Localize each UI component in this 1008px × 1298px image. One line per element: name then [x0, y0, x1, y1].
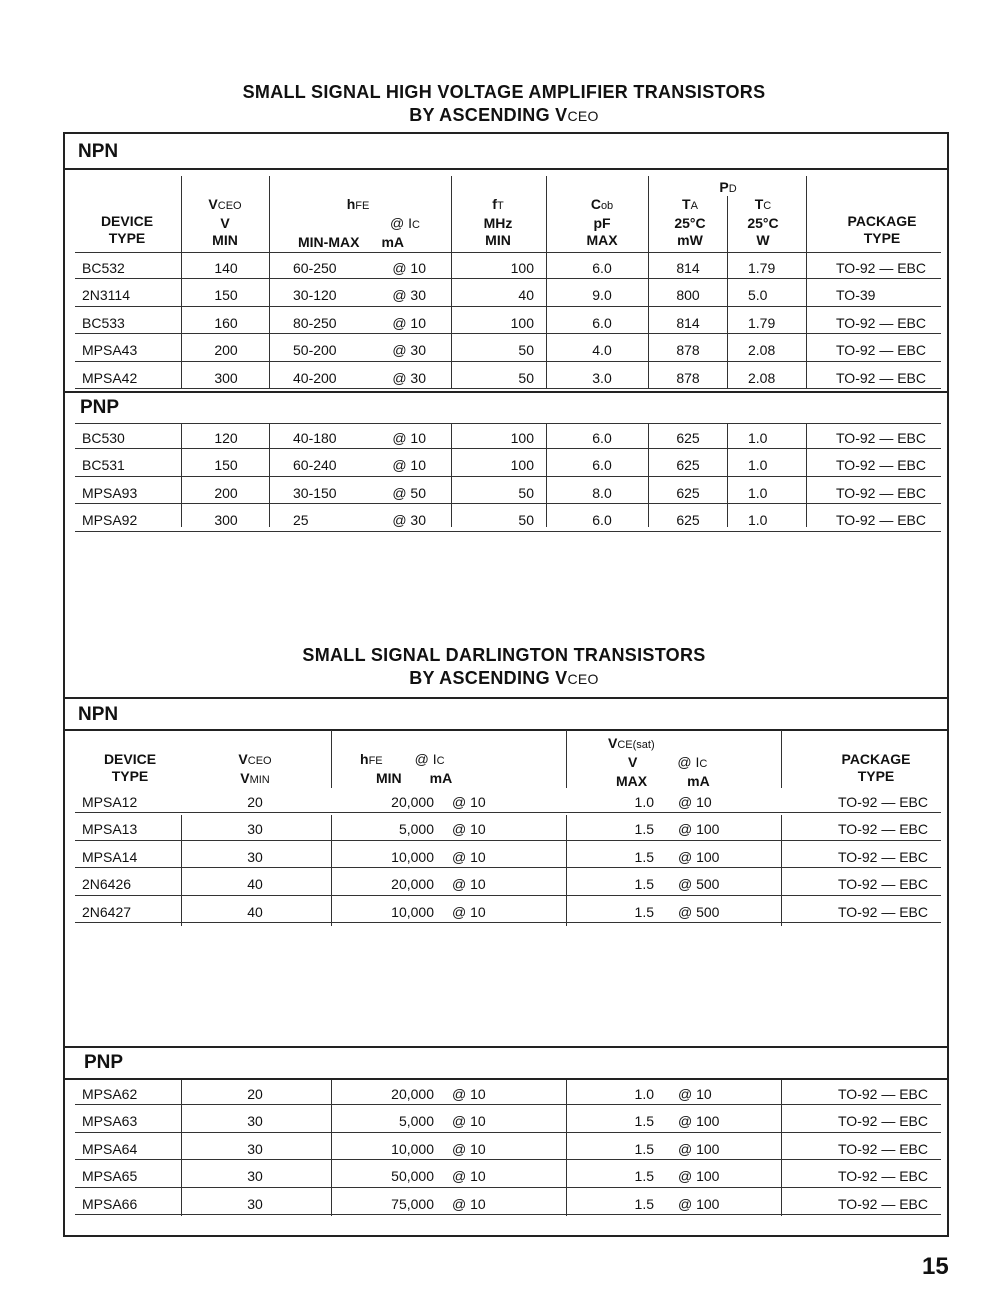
- table-cell: 20: [247, 794, 263, 810]
- table-cell: MPSA14: [82, 848, 138, 865]
- row-divider: [75, 503, 941, 504]
- table-cell: @ 30: [392, 512, 426, 529]
- row-divider: [75, 840, 941, 841]
- row-divider: [75, 922, 941, 923]
- table-cell: 100: [510, 260, 534, 276]
- table-cell: 1.5: [634, 821, 654, 838]
- divider: [63, 168, 949, 170]
- divider: [331, 730, 332, 788]
- col-hfe: hFE @ IC MIN mA: [360, 751, 453, 786]
- row-divider: [75, 867, 941, 868]
- table-cell: 50: [518, 512, 534, 529]
- col-cob: Cob pF MAX: [586, 196, 618, 248]
- table-cell: 1.5: [634, 848, 654, 865]
- table-cell: 1.0: [634, 794, 654, 810]
- table-cell: @ 100: [678, 1140, 720, 1157]
- table-cell: 800: [676, 287, 700, 304]
- table-cell: 10,000: [391, 903, 434, 920]
- table-cell: 20,000: [391, 794, 434, 810]
- table-cell: 9.0: [592, 287, 612, 304]
- table-cell: @ 10: [392, 314, 426, 331]
- divider: [566, 730, 567, 788]
- col-ta: TA 25°C mW: [674, 196, 706, 248]
- divider: [566, 815, 567, 926]
- table-cell: MPSA93: [82, 484, 138, 501]
- row-divider: [75, 476, 941, 477]
- table-cell: @ 10: [452, 1168, 486, 1185]
- table-cell: MPSA64: [82, 1140, 138, 1157]
- table-cell: 10,000: [391, 1140, 434, 1157]
- table1-pnp-label: PNP: [80, 397, 120, 418]
- table-cell: @ 10: [452, 794, 486, 810]
- table2-title: [0, 644, 1008, 691]
- row-divider: [75, 895, 941, 896]
- table-cell: @ 100: [678, 848, 720, 865]
- col-ft: fT MHz MIN: [483, 196, 513, 248]
- divider: [546, 176, 547, 389]
- divider: [75, 423, 941, 424]
- row-divider: [75, 1132, 941, 1133]
- divider: [63, 391, 949, 393]
- table-cell: 1.5: [634, 1113, 654, 1130]
- table-cell: 30-120: [293, 287, 337, 304]
- table-cell: @ 10: [452, 1113, 486, 1130]
- table2-pnp-label: PNP: [84, 1052, 124, 1073]
- table-cell: BC531: [82, 457, 125, 474]
- table-cell: 150: [214, 287, 238, 304]
- table1-title-line2: BY ASCENDING VCEO: [409, 105, 599, 125]
- table-cell: 625: [676, 430, 700, 446]
- table-cell: 1.0: [748, 484, 768, 501]
- row-divider: [75, 448, 941, 449]
- table-cell: 625: [676, 512, 700, 529]
- col-tc: TC 25°C W: [747, 196, 779, 248]
- table-cell: 1.5: [634, 1168, 654, 1185]
- row-divider: [75, 388, 941, 389]
- table-cell: 50: [518, 484, 534, 501]
- table-cell: TO-92 — EBC: [838, 1195, 928, 1212]
- table-cell: 50,000: [391, 1168, 434, 1185]
- col-pd: PD: [719, 179, 737, 195]
- row-divider: [75, 361, 941, 362]
- table-cell: 30: [247, 1195, 263, 1212]
- table-cell: 2N6427: [82, 903, 132, 920]
- table-cell: @ 10: [452, 821, 486, 838]
- table-cell: @ 10: [452, 1195, 486, 1212]
- table-cell: TO-92 — EBC: [836, 430, 926, 446]
- table-cell: @ 100: [678, 1113, 720, 1130]
- page-number: 15: [922, 1253, 949, 1280]
- table-cell: 60-250: [293, 260, 337, 276]
- table-cell: 100: [510, 430, 534, 446]
- table-cell: TO-92 — EBC: [836, 314, 926, 331]
- table-cell: 5,000: [398, 1113, 434, 1130]
- table-cell: TO-92 — EBC: [838, 1086, 928, 1102]
- table-cell: 5,000: [398, 821, 434, 838]
- table-cell: 75,000: [391, 1195, 434, 1212]
- col-hfe: hFE @ IC MIN-MAX mA: [298, 196, 420, 250]
- table-cell: MPSA62: [82, 1086, 138, 1102]
- divider: [781, 1080, 782, 1216]
- table2-title-line2: BY ASCENDING VCEO: [409, 668, 599, 688]
- divider: [806, 176, 807, 389]
- table-cell: TO-92 — EBC: [838, 1168, 928, 1185]
- table-cell: 1.79: [748, 314, 776, 331]
- table-cell: TO-92 — EBC: [838, 903, 928, 920]
- table-cell: 4.0: [592, 342, 612, 359]
- table-cell: 814: [676, 260, 700, 276]
- table-cell: TO-92 — EBC: [838, 876, 928, 893]
- divider: [63, 1078, 949, 1080]
- table-cell: 80-250: [293, 314, 337, 331]
- table-cell: 20,000: [391, 1086, 434, 1102]
- table-cell: 5.0: [748, 287, 768, 304]
- table-cell: 20,000: [391, 876, 434, 893]
- table-cell: @ 30: [392, 287, 426, 304]
- table-cell: 1.5: [634, 903, 654, 920]
- table-cell: 30: [247, 821, 263, 838]
- table-cell: MPSA63: [82, 1113, 138, 1130]
- table-cell: @ 10: [392, 430, 426, 446]
- table-cell: 878: [676, 369, 700, 386]
- table-cell: @ 10: [452, 876, 486, 893]
- table-cell: 200: [214, 484, 238, 501]
- table-cell: 100: [510, 457, 534, 474]
- table-cell: @ 100: [678, 821, 720, 838]
- table-cell: 6.0: [592, 314, 612, 331]
- col-device: DEVICE TYPE: [100, 213, 154, 246]
- table-cell: MPSA42: [82, 369, 138, 386]
- table-cell: 625: [676, 484, 700, 501]
- table-cell: 2.08: [748, 369, 776, 386]
- divider: [331, 815, 332, 926]
- row-divider: [75, 278, 941, 279]
- col-package: PACKAGE TYPE: [847, 213, 917, 246]
- table-cell: 6.0: [592, 512, 612, 529]
- table-cell: 2N3114: [82, 287, 131, 304]
- table-cell: 878: [676, 342, 700, 359]
- table-cell: 40-200: [293, 369, 337, 386]
- table-cell: 1.0: [748, 512, 768, 529]
- table-cell: 10,000: [391, 848, 434, 865]
- table-cell: 6.0: [592, 457, 612, 474]
- table-cell: 50-200: [293, 342, 337, 359]
- table-cell: @ 10: [392, 260, 426, 276]
- col-vceo: VCEO VMIN: [238, 751, 272, 786]
- table-cell: 40: [247, 876, 263, 893]
- table-cell: @ 10: [678, 1086, 712, 1102]
- table-cell: MPSA12: [82, 794, 138, 810]
- table-cell: 30: [247, 1140, 263, 1157]
- table-cell: MPSA66: [82, 1195, 138, 1212]
- table-cell: 8.0: [592, 484, 612, 501]
- table-cell: 1.79: [748, 260, 776, 276]
- table-cell: 30: [247, 1168, 263, 1185]
- divider: [566, 1080, 567, 1216]
- table-cell: TO-92 — EBC: [836, 369, 926, 386]
- table-cell: @ 10: [452, 1086, 486, 1102]
- table-cell: 30: [247, 1113, 263, 1130]
- table-cell: 150: [214, 457, 238, 474]
- table-cell: TO-92 — EBC: [838, 1140, 928, 1157]
- divider: [269, 176, 270, 389]
- table-cell: @ 50: [392, 484, 426, 501]
- table-cell: 300: [214, 512, 238, 529]
- col-vcesat: VCE(sat) V @ IC MAX mA: [608, 735, 710, 789]
- table-cell: @ 10: [452, 903, 486, 920]
- table-cell: 50: [518, 369, 534, 386]
- table-cell: @ 10: [452, 848, 486, 865]
- row-divider: [75, 306, 941, 307]
- table-cell: @ 10: [678, 794, 712, 810]
- table-cell: 1.5: [634, 1195, 654, 1212]
- table2-title-line1: SMALL SIGNAL DARLINGTON TRANSISTORS: [302, 645, 706, 665]
- table-cell: 1.5: [634, 876, 654, 893]
- table-cell: BC530: [82, 430, 125, 446]
- divider: [181, 1080, 182, 1216]
- row-divider: [75, 1159, 941, 1160]
- table-cell: @ 500: [678, 876, 720, 893]
- table-cell: 1.5: [634, 1140, 654, 1157]
- table-cell: TO-39: [836, 287, 876, 304]
- row-divider: [75, 812, 941, 813]
- table-cell: 30: [247, 848, 263, 865]
- table-cell: 140: [214, 260, 238, 276]
- row-divider: [75, 1187, 941, 1188]
- table-cell: 814: [676, 314, 700, 331]
- table-cell: 30-150: [293, 484, 337, 501]
- divider: [331, 1080, 332, 1216]
- table-cell: 1.0: [748, 457, 768, 474]
- col-vceo: VCEO V MIN: [208, 196, 242, 248]
- table1-title: [0, 81, 1008, 128]
- table-cell: TO-92 — EBC: [836, 484, 926, 501]
- table-cell: 40: [518, 287, 534, 304]
- table-cell: 20: [247, 1086, 263, 1102]
- table-cell: 200: [214, 342, 238, 359]
- divider: [648, 176, 649, 389]
- table-cell: 1.0: [634, 1086, 654, 1102]
- table-cell: BC533: [82, 314, 125, 331]
- table-cell: @ 100: [678, 1168, 720, 1185]
- table-cell: MPSA43: [82, 342, 138, 359]
- table-cell: 160: [214, 314, 238, 331]
- table-cell: @ 500: [678, 903, 720, 920]
- divider: [781, 815, 782, 926]
- row-divider: [75, 531, 941, 532]
- divider: [181, 176, 182, 389]
- col-device: DEVICE TYPE: [103, 751, 157, 784]
- divider: [63, 729, 949, 731]
- table2-npn-label: NPN: [78, 704, 119, 725]
- table-cell: 1.0: [748, 430, 768, 446]
- table-cell: @ 30: [392, 342, 426, 359]
- table-cell: 3.0: [592, 369, 612, 386]
- table-cell: 120: [214, 430, 238, 446]
- table-cell: TO-92 — EBC: [836, 260, 926, 276]
- table-cell: @ 30: [392, 369, 426, 386]
- divider: [63, 1046, 949, 1048]
- table1-title-line1: SMALL SIGNAL HIGH VOLTAGE AMPLIFIER TRANSISTORS: [242, 82, 766, 102]
- table-cell: TO-92 — EBC: [838, 848, 928, 865]
- table-cell: 40-180: [293, 430, 337, 446]
- row-divider: [75, 1104, 941, 1105]
- table-cell: 25: [293, 512, 309, 529]
- table-cell: @ 10: [392, 457, 426, 474]
- table-cell: MPSA92: [82, 512, 138, 529]
- table-cell: TO-92 — EBC: [838, 1113, 928, 1130]
- table-cell: TO-92 — EBC: [836, 457, 926, 474]
- table-cell: 60-240: [293, 457, 337, 474]
- row-divider: [75, 333, 941, 334]
- divider: [63, 697, 949, 699]
- table-cell: MPSA13: [82, 821, 138, 838]
- divider: [781, 730, 782, 788]
- row-divider: [75, 1214, 941, 1215]
- table-cell: TO-92 — EBC: [838, 794, 928, 810]
- table-cell: @ 10: [452, 1140, 486, 1157]
- table-cell: 2N6426: [82, 876, 132, 893]
- table-cell: 625: [676, 457, 700, 474]
- col-package: PACKAGE TYPE: [841, 751, 911, 784]
- table-cell: 6.0: [592, 430, 612, 446]
- table-cell: MPSA65: [82, 1168, 138, 1185]
- divider: [75, 252, 941, 253]
- table-cell: BC532: [82, 260, 125, 276]
- table-cell: 6.0: [592, 260, 612, 276]
- table-cell: 100: [510, 314, 534, 331]
- table-cell: TO-92 — EBC: [836, 512, 926, 529]
- table1-npn-label: NPN: [78, 141, 119, 162]
- table-cell: 40: [247, 903, 263, 920]
- divider: [181, 815, 182, 926]
- table-cell: 2.08: [748, 342, 776, 359]
- table-cell: 50: [518, 342, 534, 359]
- table-cell: TO-92 — EBC: [836, 342, 926, 359]
- table-cell: 300: [214, 369, 238, 386]
- table-cell: @ 100: [678, 1195, 720, 1212]
- table-cell: TO-92 — EBC: [838, 821, 928, 838]
